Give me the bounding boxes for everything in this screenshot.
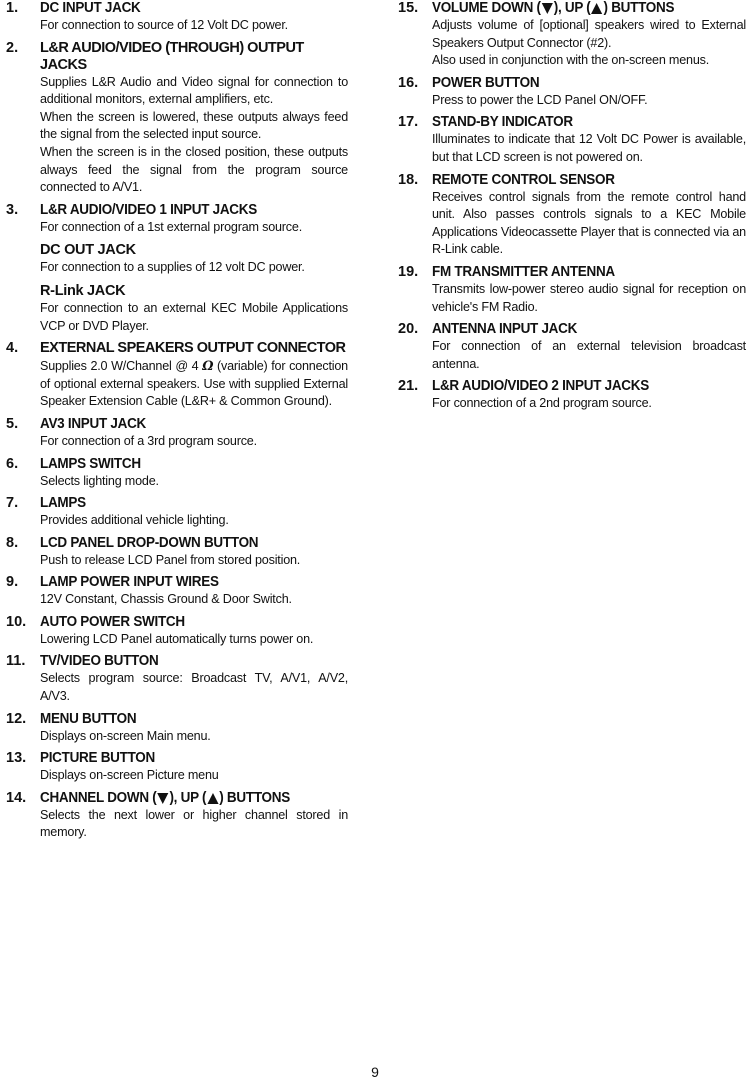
list-item [6, 750, 348, 785]
list-item [6, 202, 348, 335]
item-number: 1. [6, 0, 19, 16]
item-number: 14. [6, 789, 27, 806]
title-text: ), UP ( [169, 789, 207, 806]
item-description: Receives control signals from the remote control hand unit. Also passes controls signals to a KEC Mobile Applications Videocassette Player that is connected via an R-Link cable. [432, 189, 746, 257]
item-description: For connection of a 3rd program source. [40, 433, 257, 448]
title-text: ), UP ( [553, 0, 591, 16]
list-item [398, 114, 746, 166]
item-title [432, 0, 724, 17]
item-number: 11. [6, 653, 26, 670]
title-text: ) BUTTONS [603, 0, 675, 16]
list-item [6, 574, 348, 609]
item-number: 8. [6, 534, 19, 551]
item-title: LCD PANEL DROP-DOWN BUTTON [40, 534, 259, 551]
list-item [6, 790, 348, 842]
item-description: Selects the next lower or higher channel stored in memory. [40, 807, 348, 840]
item-title: POWER BUTTON [432, 74, 540, 91]
item-title: FM TRANSMITTER ANTENNA [432, 263, 615, 280]
item-number: 5. [6, 415, 19, 432]
list-item [6, 495, 348, 530]
item-number: 16. [398, 74, 419, 91]
list-item [6, 614, 348, 649]
item-description: Illuminates to indicate that 12 Volt DC Power is available, but that LCD screen is not powered on. [432, 132, 746, 164]
list-item [6, 535, 348, 570]
item-title: TV/VIDEO BUTTON [40, 653, 159, 670]
item-title: AUTO POWER SWITCH [40, 613, 185, 630]
item-description: For connection to source of 12 Volt DC power. [40, 18, 288, 32]
item-number: 3. [6, 201, 19, 218]
item-number: 13. [6, 750, 27, 767]
item-number: 10. [6, 613, 27, 630]
list-item [6, 40, 348, 197]
item-title: EXTERNAL SPEAKERS OUTPUT CONNECTOR [40, 340, 346, 357]
item-number: 20. [398, 321, 419, 338]
page-number: 9 [371, 1064, 379, 1080]
sub-item-title: DC OUT JACK [40, 242, 136, 259]
item-description: Supplies L&R Audio and Video signal for connection to additional monitors, external amplifiers, etc. [40, 74, 348, 107]
item-title: PICTURE BUTTON [40, 750, 155, 767]
list-item [398, 0, 746, 70]
item-description: 12V Constant, Chassis Ground & Door Switch. [40, 592, 292, 607]
title-text: VOLUME DOWN ( [432, 0, 541, 16]
item-number: 15. [398, 0, 419, 16]
item-description: When the screen is in the closed position, these outputs always feed the signal from the program source connected to A/V1. [40, 144, 348, 195]
left-column [6, 0, 348, 847]
list-item [398, 378, 746, 413]
triangle-down-icon [542, 3, 553, 14]
list-item [398, 75, 746, 110]
item-number: 6. [6, 455, 19, 472]
item-title [40, 790, 326, 807]
item-number: 19. [398, 263, 419, 280]
item-description: Provides additional vehicle lighting. [40, 513, 229, 528]
list-item [398, 321, 746, 373]
desc-text: (variable) for connection of optional external speakers. Use with supplied External Speaker Extension Cable (L&R+ & Common Ground). [40, 359, 348, 409]
triangle-up-icon [207, 793, 218, 804]
sub-item-title: R-Link JACK [40, 282, 126, 299]
item-description: For connection of a 1st external program source. [40, 219, 303, 234]
list-item [398, 172, 746, 259]
item-number: 17. [398, 114, 419, 131]
right-column [398, 0, 746, 418]
item-description: Also used in conjunction with the on-screen menus. [432, 53, 710, 68]
item-description: Push to release LCD Panel from stored position. [40, 552, 301, 567]
item-title: L&R AUDIO/VIDEO 2 INPUT JACKS [432, 378, 649, 395]
item-number: 9. [6, 574, 19, 591]
item-description: Displays on-screen Main menu. [40, 728, 211, 743]
list-item [6, 416, 348, 451]
title-text: ) BUTTONS [219, 789, 290, 806]
item-description: Press to power the LCD Panel ON/OFF. [432, 92, 648, 107]
item-number: 7. [6, 495, 19, 512]
item-description: Transmits low-power stereo audio signal for reception on vehicle's FM Radio. [432, 281, 746, 314]
item-title: L&R AUDIO/VIDEO 1 INPUT JACKS [40, 201, 257, 218]
list-item [6, 653, 348, 705]
list-item [6, 711, 348, 746]
list-item [398, 264, 746, 316]
item-title: ANTENNA INPUT JACK [432, 321, 578, 338]
item-description: For connection of a 2nd program source. [432, 396, 652, 411]
list-item [6, 0, 348, 35]
item-number: 4. [6, 340, 19, 357]
item-title: MENU BUTTON [40, 710, 137, 727]
item-title: DC INPUT JACK [40, 0, 141, 16]
list-item [6, 340, 348, 411]
item-number: 18. [398, 171, 419, 188]
list-item [6, 456, 348, 491]
item-title: STAND-BY INDICATOR [432, 114, 573, 131]
ohm-symbol: Ω [202, 358, 214, 374]
item-title: REMOTE CONTROL SENSOR [432, 171, 615, 188]
item-description: Selects lighting mode. [40, 473, 159, 488]
triangle-down-icon [157, 793, 168, 804]
item-title: LAMP POWER INPUT WIRES [40, 574, 219, 591]
item-description: Displays on-screen Picture menu [40, 768, 219, 783]
item-description: Adjusts volume of [optional] speakers wired to External Speakers Output Connector (#2). [432, 18, 746, 50]
item-description: When the screen is lowered, these outputs always feed the signal from the selected input source. [40, 109, 348, 142]
sub-item-description: For connection to an external KEC Mobile Applications VCP or DVD Player. [40, 300, 348, 333]
item-title: LAMPS SWITCH [40, 455, 141, 472]
item-description: Lowering LCD Panel automatically turns power on. [40, 631, 314, 646]
item-description: For connection of an external television broadcast antenna. [432, 339, 746, 371]
title-text: CHANNEL DOWN ( [40, 789, 157, 806]
item-title: L&R AUDIO/VIDEO (THROUGH) OUTPUT JACKS [40, 39, 304, 73]
item-title: AV3 INPUT JACK [40, 415, 146, 432]
item-number: 21. [398, 378, 419, 395]
item-title: LAMPS [40, 495, 86, 512]
item-number: 12. [6, 710, 27, 727]
desc-text: Supplies 2.0 W/Channel @ 4 [40, 359, 203, 374]
item-description [40, 357, 348, 411]
triangle-up-icon [591, 3, 602, 14]
item-number: 2. [6, 39, 19, 56]
item-description: Selects program source: Broadcast TV, A/V1, A/V2, A/V3. [40, 671, 348, 704]
sub-item-description: For connection to a supplies of 12 volt DC power. [40, 260, 305, 275]
